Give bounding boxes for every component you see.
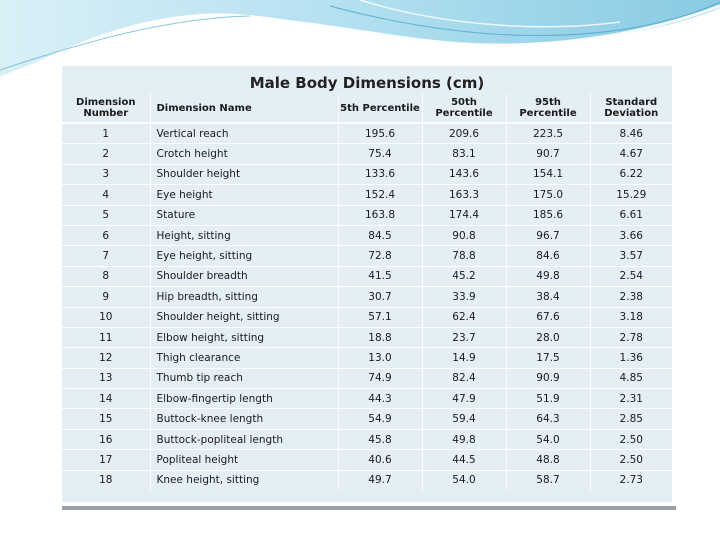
cell-number: 5 xyxy=(62,205,150,225)
cell-number: 14 xyxy=(62,389,150,409)
cell-name: Shoulder breadth xyxy=(150,266,338,286)
cell-95th: 28.0 xyxy=(506,327,590,347)
cell-number: 9 xyxy=(62,287,150,307)
cell-50th: 209.6 xyxy=(422,123,506,144)
cell-name: Eye height, sitting xyxy=(150,246,338,266)
cell-number: 16 xyxy=(62,429,150,449)
cell-number: 1 xyxy=(62,123,150,144)
cell-95th: 175.0 xyxy=(506,185,590,205)
cell-5th: 195.6 xyxy=(338,123,422,144)
cell-name: Thumb tip reach xyxy=(150,368,338,388)
table-row xyxy=(62,409,672,429)
table-row xyxy=(62,470,672,490)
cell-sd: 3.57 xyxy=(590,246,672,266)
cell-95th: 51.9 xyxy=(506,389,590,409)
table-row xyxy=(62,185,672,205)
cell-5th: 57.1 xyxy=(338,307,422,327)
cell-sd: 8.46 xyxy=(590,123,672,144)
cell-sd: 3.18 xyxy=(590,307,672,327)
cell-number: 17 xyxy=(62,450,150,470)
cell-sd: 2.54 xyxy=(590,266,672,286)
cell-name: Stature xyxy=(150,205,338,225)
cell-number: 7 xyxy=(62,246,150,266)
cell-50th: 83.1 xyxy=(422,144,506,164)
cell-name: Elbow height, sitting xyxy=(150,327,338,347)
table-row xyxy=(62,348,672,368)
column-header-sd: Standard Deviation xyxy=(590,94,672,123)
cell-name: Hip breadth, sitting xyxy=(150,287,338,307)
cell-95th: 185.6 xyxy=(506,205,590,225)
cell-5th: 49.7 xyxy=(338,470,422,490)
cell-number: 11 xyxy=(62,327,150,347)
cell-5th: 13.0 xyxy=(338,348,422,368)
cell-95th: 154.1 xyxy=(506,164,590,184)
cell-50th: 82.4 xyxy=(422,368,506,388)
cell-name: Buttock-popliteal length xyxy=(150,429,338,449)
column-header-number: Dimension Number xyxy=(62,94,150,123)
cell-sd: 4.67 xyxy=(590,144,672,164)
cell-95th: 84.6 xyxy=(506,246,590,266)
cell-number: 4 xyxy=(62,185,150,205)
cell-name: Shoulder height, sitting xyxy=(150,307,338,327)
cell-sd: 2.85 xyxy=(590,409,672,429)
table-title: Male Body Dimensions (cm) xyxy=(249,74,485,92)
cell-5th: 40.6 xyxy=(338,450,422,470)
cell-sd: 2.38 xyxy=(590,287,672,307)
table-row xyxy=(62,246,672,266)
table-row xyxy=(62,287,672,307)
cell-50th: 90.8 xyxy=(422,225,506,245)
cell-number: 15 xyxy=(62,409,150,429)
table-row xyxy=(62,307,672,327)
cell-5th: 72.8 xyxy=(338,246,422,266)
table-row xyxy=(62,368,672,388)
table-row xyxy=(62,450,672,470)
cell-50th: 78.8 xyxy=(422,246,506,266)
column-header-5th: 5th Percentile xyxy=(338,94,422,123)
cell-95th: 96.7 xyxy=(506,225,590,245)
cell-number: 2 xyxy=(62,144,150,164)
cell-sd: 6.22 xyxy=(590,164,672,184)
cell-sd: 2.50 xyxy=(590,429,672,449)
cell-sd: 2.31 xyxy=(590,389,672,409)
table-row xyxy=(62,164,672,184)
cell-50th: 33.9 xyxy=(422,287,506,307)
bottom-divider xyxy=(62,506,676,510)
cell-95th: 38.4 xyxy=(506,287,590,307)
cell-sd: 2.78 xyxy=(590,327,672,347)
cell-5th: 133.6 xyxy=(338,164,422,184)
cell-95th: 17.5 xyxy=(506,348,590,368)
cell-95th: 223.5 xyxy=(506,123,590,144)
cell-95th: 54.0 xyxy=(506,429,590,449)
cell-5th: 84.5 xyxy=(338,225,422,245)
column-header-95th: 95th Percentile xyxy=(506,94,590,123)
cell-name: Crotch height xyxy=(150,144,338,164)
table-row xyxy=(62,205,672,225)
cell-name: Shoulder height xyxy=(150,164,338,184)
cell-name: Elbow-fingertip length xyxy=(150,389,338,409)
cell-sd: 2.50 xyxy=(590,450,672,470)
cell-50th: 14.9 xyxy=(422,348,506,368)
cell-name: Thigh clearance xyxy=(150,348,338,368)
table-row xyxy=(62,429,672,449)
cell-5th: 75.4 xyxy=(338,144,422,164)
cell-5th: 41.5 xyxy=(338,266,422,286)
cell-50th: 47.9 xyxy=(422,389,506,409)
cell-95th: 90.9 xyxy=(506,368,590,388)
cell-sd: 2.73 xyxy=(590,470,672,490)
cell-95th: 48.8 xyxy=(506,450,590,470)
cell-number: 12 xyxy=(62,348,150,368)
cell-95th: 90.7 xyxy=(506,144,590,164)
table-row xyxy=(62,266,672,286)
cell-50th: 143.6 xyxy=(422,164,506,184)
cell-50th: 44.5 xyxy=(422,450,506,470)
cell-50th: 174.4 xyxy=(422,205,506,225)
cell-number: 3 xyxy=(62,164,150,184)
table-row xyxy=(62,144,672,164)
column-header-50th: 50th Percentile xyxy=(422,94,506,123)
table-row xyxy=(62,225,672,245)
cell-sd: 1.36 xyxy=(590,348,672,368)
cell-sd: 4.85 xyxy=(590,368,672,388)
cell-5th: 45.8 xyxy=(338,429,422,449)
cell-name: Knee height, sitting xyxy=(150,470,338,490)
cell-95th: 49.8 xyxy=(506,266,590,286)
cell-name: Eye height xyxy=(150,185,338,205)
cell-sd: 15.29 xyxy=(590,185,672,205)
cell-5th: 163.8 xyxy=(338,205,422,225)
table-row xyxy=(62,123,672,144)
cell-5th: 30.7 xyxy=(338,287,422,307)
column-header-name: Dimension Name xyxy=(150,94,338,123)
cell-50th: 163.3 xyxy=(422,185,506,205)
dimensions-table-card xyxy=(62,66,672,502)
cell-number: 13 xyxy=(62,368,150,388)
table-header-row xyxy=(62,94,672,123)
cell-50th: 54.0 xyxy=(422,470,506,490)
cell-5th: 54.9 xyxy=(338,409,422,429)
cell-50th: 23.7 xyxy=(422,327,506,347)
cell-name: Buttock-knee length xyxy=(150,409,338,429)
table-body xyxy=(62,123,672,490)
table-row xyxy=(62,327,672,347)
cell-name: Height, sitting xyxy=(150,225,338,245)
cell-number: 10 xyxy=(62,307,150,327)
cell-95th: 58.7 xyxy=(506,470,590,490)
cell-sd: 3.66 xyxy=(590,225,672,245)
cell-5th: 152.4 xyxy=(338,185,422,205)
cell-name: Vertical reach xyxy=(150,123,338,144)
cell-50th: 49.8 xyxy=(422,429,506,449)
cell-number: 6 xyxy=(62,225,150,245)
table-row xyxy=(62,389,672,409)
cell-5th: 74.9 xyxy=(338,368,422,388)
cell-50th: 62.4 xyxy=(422,307,506,327)
cell-50th: 59.4 xyxy=(422,409,506,429)
cell-95th: 64.3 xyxy=(506,409,590,429)
body-dimensions-table xyxy=(62,94,672,490)
cell-sd: 6.61 xyxy=(590,205,672,225)
cell-name: Popliteal height xyxy=(150,450,338,470)
cell-5th: 18.8 xyxy=(338,327,422,347)
cell-50th: 45.2 xyxy=(422,266,506,286)
cell-number: 8 xyxy=(62,266,150,286)
cell-95th: 67.6 xyxy=(506,307,590,327)
cell-number: 18 xyxy=(62,470,150,490)
cell-5th: 44.3 xyxy=(338,389,422,409)
